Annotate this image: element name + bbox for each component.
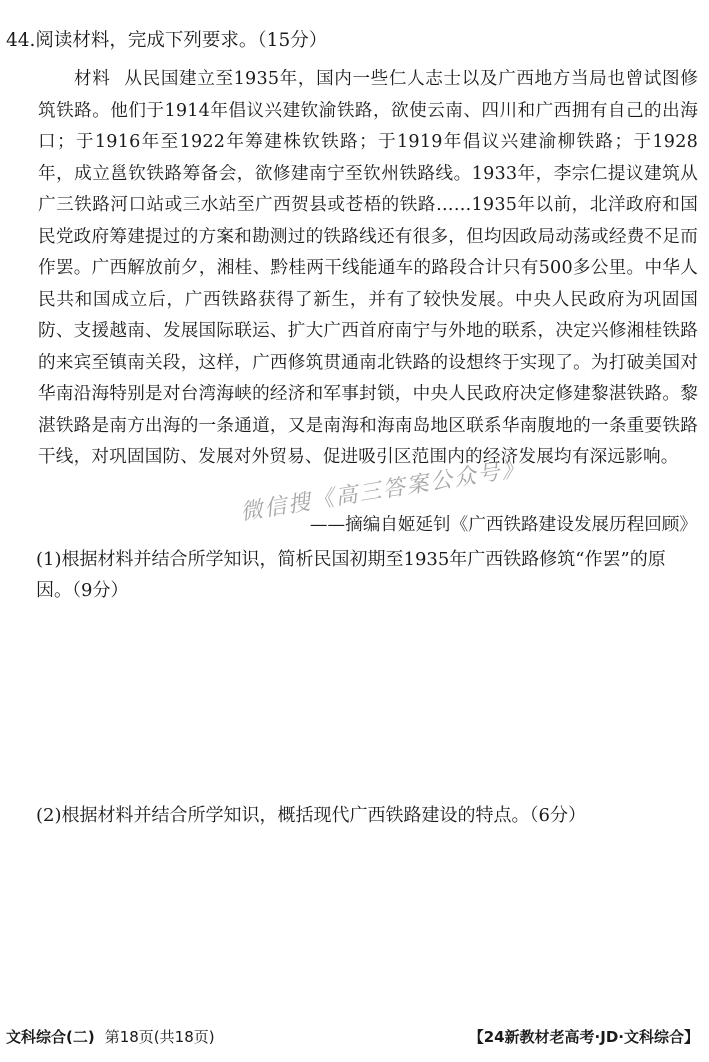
footer-subject: 文科综合(二) xyxy=(6,1028,95,1046)
material-text: 从民国建立至1935年，国内一些仁人志士以及广西地方当局也曾试图修筑铁路。他们于1914年倡议兴建钦渝铁路，欲使云南、四川和广西拥有自己的出海口；于1916年至1922年筹建株钦铁路；于1919年倡议兴建渝柳铁路；于1928年，成立邕钦铁路筹备会，欲修建南宁至钦州铁路线。1933年，李宗仁提议建筑从广三铁路河口站或三水站至广西贺县或苍梧的铁路……1935年以前，北洋政府和国民党政府筹建提过的方案和勘测过的铁路线还有很多，但均因政局动荡或经费不足而作罢。广西解放前夕，湘桂、黔桂两干线能通车的路段合计只有500多公里。中华人民共和国成立后，广西铁路获得了新生，并有了较快发展。中央人民政府为巩固国防、支援越南、发展国际联运、扩大广西首府南宁与外地的联系，决定兴修湘桂铁路的来宾至镇南关段，这样，广西修筑贯通南北铁路的设想终于实现了。为打破美国对华南沿海特别是对台湾海峡的经济和军事封锁，中央人民政府决定修建黎湛铁路。黎湛铁路是南方出海的一条通道，又是南海和海南岛地区联系华南腹地的一条重要铁路干线，对巩固国防、发展对外贸易、促进吸引区范围内的经济发展均有深远影响。 xyxy=(38,69,698,467)
footer-exam-tag: 【24新教材老高考·JD·文科综合】 xyxy=(468,1028,699,1046)
material-source: ——摘编自姬延钊《广西铁路建设发展历程回顾》 xyxy=(309,515,697,535)
footer-page-number: 第18页(共18页) xyxy=(104,1028,215,1046)
question-title: 44.阅读材料，完成下列要求。（15分） xyxy=(6,30,328,51)
material-paragraph xyxy=(38,64,698,474)
sub-question-2: (2)根据材料并结合所学知识，概括现代广西铁路建设的特点。（6分） xyxy=(36,805,586,826)
watermark: 微信搜《高三答案公众号》 xyxy=(238,455,528,526)
sub-question-1: (1)根据材料并结合所学知识，简析民国初期至1935年广西铁路修筑“作罢”的原因。（9分） xyxy=(36,549,666,601)
footer-left xyxy=(6,1026,215,1047)
material-label: 材料 xyxy=(74,69,111,89)
